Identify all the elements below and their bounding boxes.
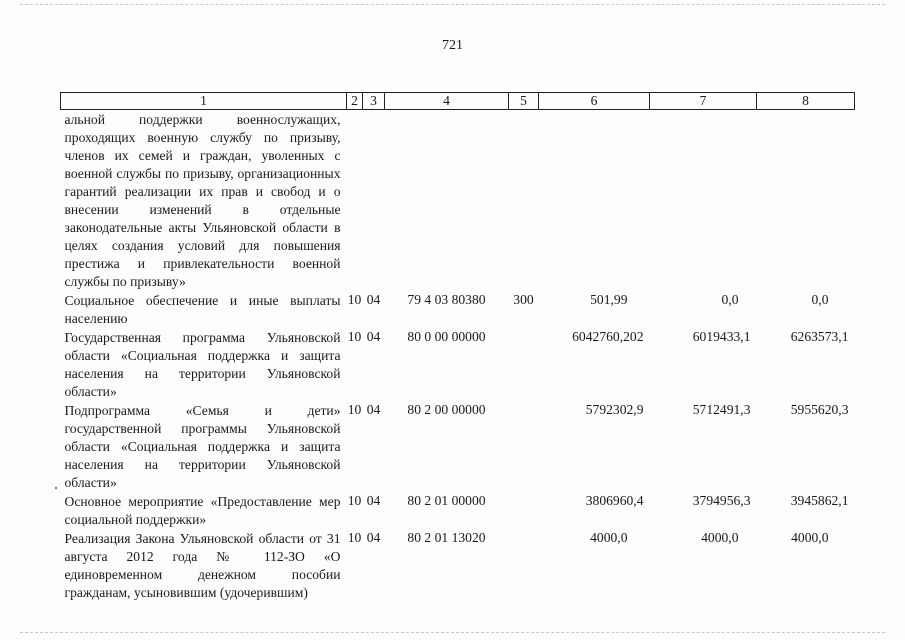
row-rz	[347, 110, 363, 292]
header-row	[61, 93, 855, 110]
row-value-6: 501,99	[590, 292, 628, 307]
row-rz: 10	[347, 530, 362, 545]
row-name: Основное мероприятие «Предоставление мер социальной поддержки»	[64, 494, 341, 527]
row-value-8: 6263573,1	[790, 329, 849, 344]
row-name: Подпрограмма «Семья и дети» государственной программы Ульяновской области «Социальная поддержка и защита населения на территории Ульяновской области»	[64, 403, 341, 490]
row-value-8: 0,0	[811, 292, 829, 307]
row-value-8	[757, 110, 855, 292]
row-value-7: 6019433,1	[692, 329, 751, 344]
table-row	[61, 291, 855, 328]
row-value-6	[539, 110, 650, 292]
row-vr: 300	[513, 292, 534, 307]
header-col-1: 1	[61, 93, 347, 110]
row-vr	[509, 529, 539, 602]
row-value-7: 4000,0	[701, 530, 739, 545]
row-rz: 10	[347, 402, 362, 417]
row-value-8: 4000,0	[791, 530, 829, 545]
row-name: Реализация Закона Ульяновской области от 31 августа 2012 года № 112-ЗО «О единовременном денежном пособии гражданам, усыновившим (удочерившим)	[64, 531, 341, 600]
table-row	[61, 529, 855, 602]
row-prz: 04	[366, 329, 381, 344]
header-col-2: 2	[347, 93, 363, 110]
row-csr: 80 2 00 00000	[407, 402, 486, 417]
header-col-4: 4	[385, 93, 509, 110]
row-value-8: 3945862,1	[790, 493, 849, 508]
row-rz: 10	[347, 493, 362, 508]
row-value-7: 0,0	[721, 292, 739, 307]
row-csr: 80 2 01 13020	[407, 530, 486, 545]
row-csr	[385, 110, 509, 292]
row-vr	[509, 110, 539, 292]
row-prz: 04	[366, 292, 381, 307]
page-number: 721	[442, 38, 463, 53]
table-row	[61, 328, 855, 401]
header-col-3: 3	[363, 93, 385, 110]
table-row	[61, 110, 855, 292]
row-csr: 79 4 03 80380	[407, 292, 486, 307]
row-vr	[509, 328, 539, 401]
row-rz: 10	[347, 292, 362, 307]
table-row	[61, 492, 855, 529]
header-col-5: 5	[509, 93, 539, 110]
header-col-6: 6	[539, 93, 650, 110]
scan-artifact-top	[20, 4, 885, 5]
row-value-6: 4000,0	[590, 530, 628, 545]
header-col-7: 7	[650, 93, 757, 110]
scan-artifact-bottom	[20, 632, 885, 633]
table-row	[61, 401, 855, 492]
header-col-8: 8	[757, 93, 855, 110]
row-prz: 04	[366, 493, 381, 508]
row-value-6: 3806960,4	[585, 493, 644, 508]
row-rz: 10	[347, 329, 362, 344]
row-value-6: 6042760,202	[572, 329, 644, 344]
row-csr: 80 0 00 00000	[407, 329, 486, 344]
row-prz: 04	[366, 530, 381, 545]
row-value-8: 5955620,3	[790, 402, 849, 417]
row-name: Государственная программа Ульяновской области «Социальная поддержка и защита населения на территории Ульяновской области»	[64, 330, 341, 399]
row-name: Социальное обеспечение и иные выплаты населению	[64, 293, 341, 326]
row-name: альной поддержки военнослужащих, проходящих военную службу по призыву, членов их семей и граждан, уволенных с военной службы по призыву, организационных гарантий реализации их прав и свобод и о внесении изменений в отдельные законодательные акты Ульяновской области в целях создания условий для повышения престижа и привлекательности военной службы по призыву»	[64, 112, 341, 289]
row-prz	[363, 110, 385, 292]
scan-speck	[55, 487, 57, 489]
row-value-6: 5792302,9	[585, 402, 644, 417]
row-csr: 80 2 01 00000	[407, 493, 486, 508]
row-vr	[509, 492, 539, 529]
row-prz: 04	[366, 402, 381, 417]
row-value-7	[650, 110, 757, 292]
row-vr	[509, 401, 539, 492]
budget-table	[60, 92, 855, 602]
row-value-7: 5712491,3	[692, 402, 751, 417]
row-value-7: 3794956,3	[692, 493, 751, 508]
